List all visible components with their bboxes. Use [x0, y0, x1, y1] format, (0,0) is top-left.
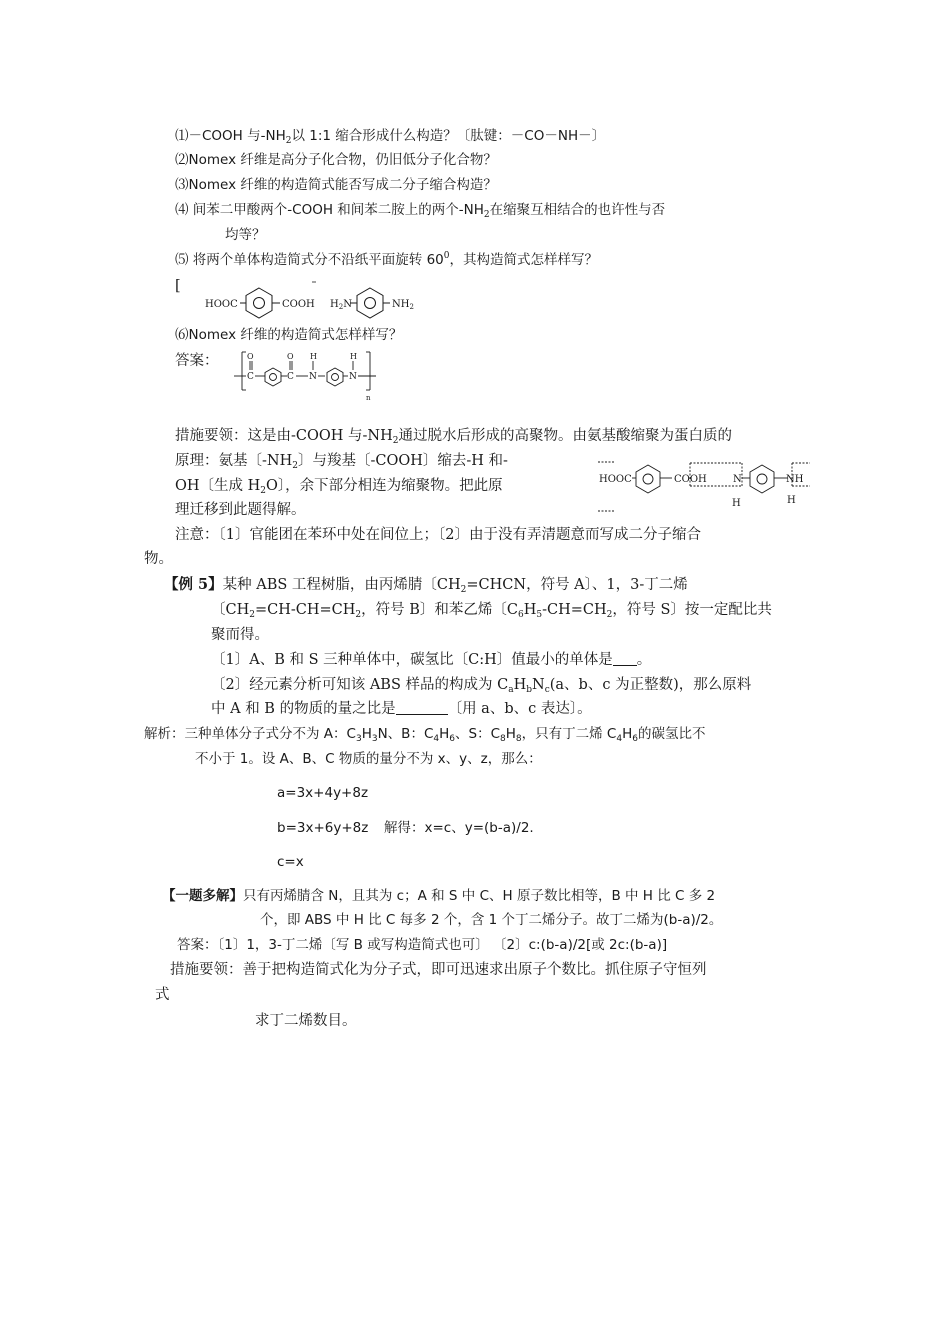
- multi-solution-line-1: 【一题多解】只有丙烯腈含 N，且其为 c；A 和 S 中 C、H 原子数比相等，B 中 H 比 C 多 2: [162, 888, 716, 904]
- method1-line-3: OH〔生成 $H_2O$〕，余下部分相连为缩聚物。把此原: [175, 478, 503, 496]
- poly-carbon-1: C: [247, 372, 254, 382]
- question-4-line-2: 均等？: [225, 227, 266, 243]
- question-6: ⑹Nomex 纤维的构造简式怎样样写？: [175, 327, 403, 343]
- solution-line-1: 解析：三种单体分子式分不为 A：$C_3H_3N$、B：$C_4H_6$、S：$C_8H_8$，只有丁二烯 $C_4H_6$的碳氢比不: [144, 726, 706, 744]
- question-3: ⑶Nomex 纤维的构造简式能否写成二分子缩合构造？: [175, 177, 497, 193]
- monomer2-right-label: $NH_2$: [392, 299, 414, 311]
- poly-oxygen-2: O: [287, 352, 294, 361]
- equation-2: b=3x+6y+8z: [277, 820, 369, 836]
- monomer-structures: [200, 280, 430, 328]
- method1-line-1: 措施要领：这是由-COOH 与$-NH_2$通过脱水后形成的高聚物。由氨基酸缩聚为蛋白质的: [175, 428, 732, 446]
- example5-question-2-line-2: 中 A 和 B 的物质的量之比是 〔用 a、b、c 表达〕。: [211, 701, 592, 717]
- example5-line-3: 聚而得。: [211, 627, 269, 643]
- example5-line-1: 【例 5】某种 ABS 工程树脂，由丙烯腈〔$CH_2=CHCN$，符号 A〕、1，3-丁二烯: [164, 576, 688, 595]
- fig2-nh-label: NH: [786, 474, 804, 485]
- equation-2-note: 解得：x=c、y=(b-a)/2.: [384, 820, 534, 836]
- multi-solution-label: 【一题多解】: [162, 888, 243, 904]
- note-line-1: 注意：〔1〕官能团在苯环中处在间位上；〔2〕由于没有弄清题意而写成二分子缩合: [175, 527, 701, 543]
- method2-line-3: 求丁二烯数目。: [255, 1013, 357, 1029]
- answer-blank-2[interactable]: [396, 700, 448, 715]
- poly-hydrogen-2: H: [350, 352, 357, 361]
- example5-question-1: 〔1〕A、B 和 S 三种单体中，碳氢比〔C:H〕值最小的单体是 。: [211, 652, 652, 668]
- method1-line-4: 理迁移到此题得解。: [175, 502, 306, 518]
- monomer1-right-label: COOH: [282, 299, 315, 310]
- note-line-2: 物。: [144, 551, 173, 567]
- method1-line-2: 原理：氨基〔$-NH_2$〕与羧基〔-COOH〕缩去-H 和-: [175, 453, 508, 471]
- multi-solution-line-2: 个，即 ABS 中 H 比 C 每多 2 个，含 1 个丁二烯分子。故丁二烯为(b-a)/2。: [260, 912, 723, 928]
- poly-carbon-2: C: [287, 372, 294, 382]
- monomer1-left-label: HOOC: [205, 299, 238, 310]
- fig2-cooh-label: COOH: [674, 474, 707, 485]
- answer-label: 答案：: [175, 353, 219, 369]
- solution-line-2: 不小于 1。设 A、B、C 物质的量分不为 x、y、z，那么：: [195, 751, 542, 767]
- monomer2-left-label: $H_2N$: [330, 299, 352, 311]
- question-5: ⑸ 将两个单体构造简式分不沿纸平面旋转 $60^0$，其构造简式怎样样写？: [175, 251, 598, 268]
- polymer-structure: [230, 348, 380, 404]
- method2-line-1: 措施要领：善于把构造简式化为分子式，即可迅速求出原子个数比。抓住原子守恒列: [170, 962, 707, 978]
- fig2-hooc-label: HOOC: [599, 474, 632, 485]
- fig2-n-label: N: [733, 474, 742, 485]
- fig2-h1-label: H: [732, 498, 741, 509]
- equation-3: c=x: [277, 854, 304, 870]
- poly-subscript-n: n: [366, 394, 371, 402]
- question-4-line-1: ⑷ 间苯二甲酸两个-COOH 和间苯二胺上的两个$-NH_2$在缩聚互相结合的也许性与否: [175, 202, 666, 220]
- poly-nitrogen-1: N: [309, 372, 317, 382]
- example5-label: 【例 5】: [164, 576, 223, 593]
- example5-line-2: 〔$CH_2=CH-CH=CH_2$，符号 B〕和苯乙烯〔$C_6H_5-CH=CH_2$，符号 S〕按一定配比共: [211, 602, 772, 620]
- example5-question-2-line-1: 〔2〕经元素分析可知该 ABS 样品的构成为 $C_aH_bN_c(a$、b、c 为正整数)，那么原料: [211, 677, 752, 695]
- answer-2: 答案：〔1〕1，3-丁二烯〔写 B 或写构造简式也可〕 〔2〕c:(b-a)/2[或 2c:(b-a)]: [177, 937, 668, 953]
- equation-1: a=3x+4y+8z: [277, 785, 369, 801]
- question-1: ⑴－COOH 与$-NH_2$以 1:1 缩合形成什么构造？〔肽键：－CO－NH－〕: [175, 128, 606, 146]
- poly-hydrogen-1: H: [310, 352, 317, 361]
- answer-blank-1[interactable]: [613, 651, 637, 666]
- poly-oxygen-1: O: [247, 352, 254, 361]
- fig2-h2-label: H: [787, 495, 796, 506]
- poly-nitrogen-2: N: [349, 372, 357, 382]
- condensation-diagram: [596, 458, 816, 518]
- open-bracket: [: [175, 278, 181, 294]
- question-2: ⑵Nomex 纤维是高分子化合物，仍旧低分子化合物？: [175, 152, 497, 168]
- method2-line-2: 式: [155, 987, 170, 1003]
